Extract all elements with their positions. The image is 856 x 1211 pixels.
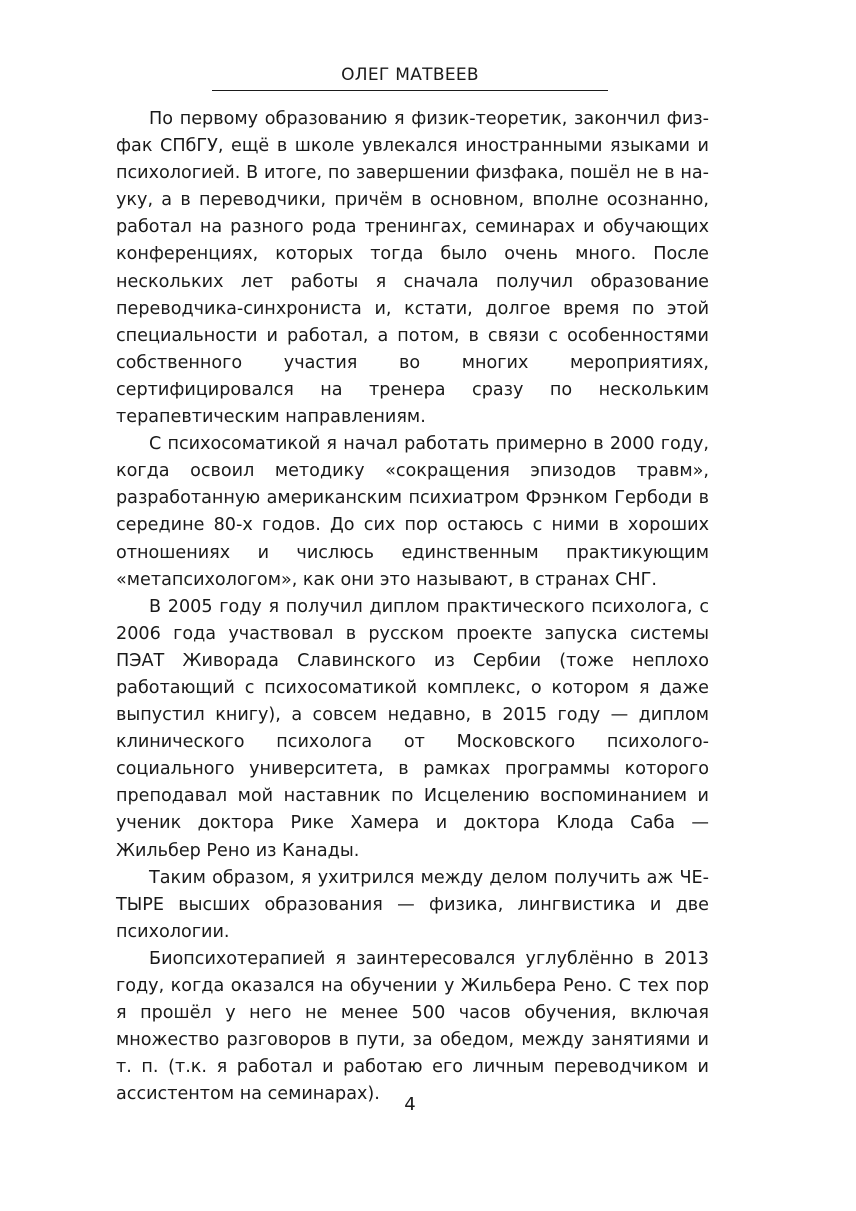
paragraph: По первому образованию я физик-теоретик, закончил физфак СПбГУ, ещё в школе увлекался иностранными языками и психологией. В итоге, по завершении физфака, пошёл не в науку, а в переводчики, причём в основном, вполне осознанно, работал на разного рода тренингах, семинарах и обучающих конференциях, которых тогда было очень много. После нескольких лет работы я сначала получил образование переводчика-синхрониста и, кстати, долгое время по этой специальности и работал, а потом, в связи с особенностями собственного участия во многих мероприятиях, сертифицировался на тренера сразу по нескольким терапевтическим направлениям. xyxy=(116,109,709,428)
paragraph: Таким образом, я ухитрился между делом получить аж ЧЕТЫРЕ высших образования — физика, лингвистика и две психологии. xyxy=(116,867,709,942)
paragraph: В 2005 году я получил диплом практического психолога, с 2006 года участвовал в русском проекте запуска системы ПЭАТ Живорада Славинского из Сербии (тоже неплохо работающий с психосоматикой комплекс, о котором я даже выпустил книгу), а совсем недавно, в 2015 году — диплом клинического психолога от Московского психолого-социального университета, в рамках программы которого преподавал мой наставник по Исцелению воспоминанием и ученик доктора Рике Хамера и доктора Клода Саба — Жильбер Рено из Канады. xyxy=(116,596,709,861)
page-number: 4 xyxy=(404,1094,416,1115)
paragraph: Биопсихотерапией я заинтересовался углублённо в 2013 году, когда оказался на обучении у Жильбера Рено. С тех пор я прошёл у него не менее 500 часов обучения, включая множество разговоров в пути, за обедом, между занятиями и т. п. (т.к. я работал и работаю его личным переводчиком и ассистентом на семинарах). xyxy=(116,948,709,1105)
header-rule xyxy=(212,90,608,91)
paragraph: С психосоматикой я начал работать примерно в 2000 году, когда освоил методику «сокращения эпизодов травм», разработанную американским психиатром Фрэнком Гербоди в середине 80-х годов. До сих пор остаюсь с ними в хороших отношениях и числюсь единственным практикующим «метапсихологом», как они это называют, в странах СНГ. xyxy=(116,434,709,590)
running-head: ОЛЕГ МАТВЕЕВ xyxy=(341,65,479,85)
body-text xyxy=(116,106,709,1108)
